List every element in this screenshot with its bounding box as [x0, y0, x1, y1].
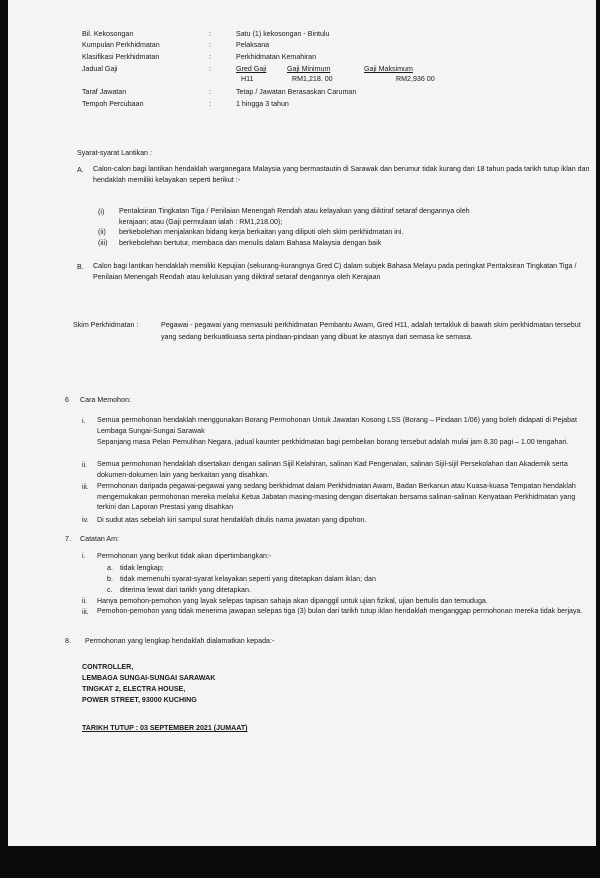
condition-b-marker: B. — [77, 263, 84, 271]
apply-item-text: Permohonan daripada pegawai-pegawai yang sedang berkhidmat dalam Perkhidmatan Awam, Badan Berkanun atau Kuasa-kuasa Tempatan hendaklah mengemukakan permohonan mereka melalui Ketua Jabatan masing-masing dengan disertakan bersama salinan-salinan Kenyataan Perkhidmatan yang terkini dan Laporan Prestasi yang disahkan — [97, 482, 576, 512]
job-info-colon: : — [209, 53, 211, 61]
job-info-label: Bil. Kekosongan — [82, 30, 134, 38]
job-info-label: Tempoh Percubaan — [82, 100, 144, 108]
conditions-heading: Syarat-syarat Lantikan : — [77, 149, 152, 157]
document-page — [8, 0, 596, 846]
address-intro: Permohonan yang lengkap hendaklah dialamatkan kepada:- — [85, 637, 275, 645]
job-info-label: Jadual Gaji — [82, 65, 118, 73]
notes-item-marker: ii. — [82, 597, 88, 605]
job-info-label: Taraf Jawatan — [82, 88, 127, 96]
notes-number: 7. — [65, 535, 71, 543]
job-info-value: Tetap / Jawatan Berasaskan Caruman — [236, 88, 357, 96]
job-info-label: Klasifikasi Perkhidmatan — [82, 53, 160, 61]
notes-sub-text: tidak lengkap; — [120, 564, 164, 572]
apply-item-text: Semua permohonan hendaklah disertakan dengan salinan Sijil Kelahiran, salinan Kad Pengenalan, salinan Sijil-sijil Persekolahan dan Akademik serta dokumen-dokumen lain yang berkaitan yang disahkan. — [97, 460, 568, 479]
salary-header-min: Gaji Minimum — [287, 65, 331, 73]
address-line: TINGKAT 2, ELECTRA HOUSE, — [82, 685, 186, 693]
apply-item-text: Semua permohonan hendaklah menggunakan Borang Permohonan Untuk Jawatan Kosong LSS (Borang – Pindaan 1/06) yang boleh didapati di Pejabat Lembaga Sungai-Sungai Sarawak — [97, 416, 577, 435]
job-info-colon: : — [209, 88, 211, 96]
closing-date: TARIKH TUTUP : 03 SEPTEMBER 2021 (JUMAAT) — [82, 724, 248, 732]
salary-header-max: Gaji Maksimum — [364, 65, 413, 73]
apply-number: 6 — [65, 396, 69, 404]
notes-sub-text: diterima lewat dari tarikh yang ditetapkan. — [120, 586, 251, 594]
apply-item-marker: iii. — [82, 483, 89, 491]
notes-sub-marker: b. — [107, 575, 113, 583]
scheme-text: Pegawai - pegawai yang memasuki perkhidmatan Pembantu Awam, Gred H11, adalah tertakluk di bawah skim perkhidmatan tersebut yang sedang berkuatkuasa serta pindaan-pindaan yang dibuat ke atasnya dari semasa ke semasa. — [161, 321, 581, 341]
apply-heading: Cara Memohon: — [80, 396, 131, 404]
address-number: 8. — [65, 637, 71, 645]
job-info-value: Perkhidmatan Kemahiran — [236, 53, 317, 61]
notes-sub-marker: a. — [107, 564, 113, 572]
salary-grade: H11 — [241, 75, 254, 83]
notes-item-text: Hanya pemohon-pemohon yang layak selepas tapisan sahaja akan dipanggil untuk ujian fizikal, ujian bertulis dan temuduga. — [97, 597, 488, 605]
job-info-value: 1 hingga 3 tahun — [236, 100, 289, 108]
address-line: POWER STREET, 93000 KUCHING — [82, 696, 197, 704]
apply-item-marker: ii. — [82, 461, 88, 469]
job-info-label: Kumpulan Perkhidmatan — [82, 41, 160, 49]
apply-item-marker: i. — [82, 417, 86, 425]
address-line: CONTROLLER, — [82, 663, 134, 671]
condition-a-text: Calon-calon bagi lantikan hendaklah warganegara Malaysia yang bermastautin di Sarawak dan berumur tidak kurang dari 18 tahun pada tarikh tutup iklan dan hendaklah memiliki kelayakan seperti berikut :- — [93, 165, 590, 184]
job-info-value: Pelaksana — [236, 41, 270, 49]
scheme-label: Skim Perkhidmatan : — [73, 321, 139, 329]
salary-min: RM1,218. 00 — [292, 75, 333, 83]
notes-sub-marker: c. — [107, 586, 113, 594]
condition-a-marker: A. — [77, 166, 84, 174]
condition-item-text: berkebolehan bertutur, membaca dan menulis dalam Bahasa Malaysia dengan baik — [119, 239, 382, 247]
job-info-colon: : — [209, 100, 211, 108]
condition-item-text: berkebolehan menjalankan bidang kerja berkaitan yang diliputi oleh skim perkhidmatan ini. — [119, 228, 404, 236]
apply-item-text: Di sudut atas sebelah kiri sampul surat hendaklah ditulis nama jawatan yang dipohon. — [97, 516, 367, 524]
notes-item-text: Pemohon-pemohon yang tidak menerima jawapan selepas tiga (3) bulan dari tarikh tutup iklan hendaklah menganggap permohonan mereka tidak berjaya. — [97, 607, 583, 615]
job-info-colon: : — [209, 41, 211, 49]
condition-item-marker: (i) — [98, 208, 105, 216]
apply-item-marker: iv. — [82, 516, 89, 524]
job-info-colon: : — [209, 65, 211, 73]
apply-item-extra: Sepanjang masa Pelan Pemulihan Negara, jadual kaunter perkhidmatan bagi pembelian borang tersebut adalah mulai jam 8.30 pagi – 1.00 tengahari. — [97, 438, 569, 446]
notes-sub-text: tidak memenuhi syarat-syarat kelayakan seperti yang ditetapkan dalam iklan; dan — [120, 575, 376, 583]
condition-item-marker: (ii) — [98, 228, 106, 236]
condition-item-text: Pentaksiran Tingkatan Tiga / Penilaian Menengah Rendah atau kelayakan yang diiktiraf setaraf dengannya oleh kerajaan; atau (Gaji permulaan ialah : RM1,218.00); — [119, 207, 470, 226]
notes-item-marker: iii. — [82, 608, 89, 616]
notes-item-text: Permohonan yang berikut tidak akan dipertimbangkan:- — [97, 552, 272, 560]
job-info-colon: : — [209, 30, 211, 38]
condition-b-text: Calon bagi lantikan hendaklah memiliki Kepujian (sekurang-kurangnya Gred C) dalam subjek Bahasa Melayu pada peringkat Pentaksiran Tingkatan Tiga / Penilaian Menengah Rendah atau kelulusan yang diiktiraf setaraf dengannya oleh Kerajaan — [93, 262, 577, 281]
address-line: LEMBAGA SUNGAI-SUNGAI SARAWAK — [82, 674, 216, 682]
condition-item-marker: (iii) — [98, 239, 108, 247]
notes-item-marker: i. — [82, 552, 86, 560]
salary-max: RM2,936 00 — [396, 75, 435, 83]
job-info-value: Satu (1) kekosongan - Bintulu — [236, 30, 330, 38]
salary-header-grade: Gred Gaji — [236, 65, 267, 73]
notes-heading: Catatan Am: — [80, 535, 120, 543]
